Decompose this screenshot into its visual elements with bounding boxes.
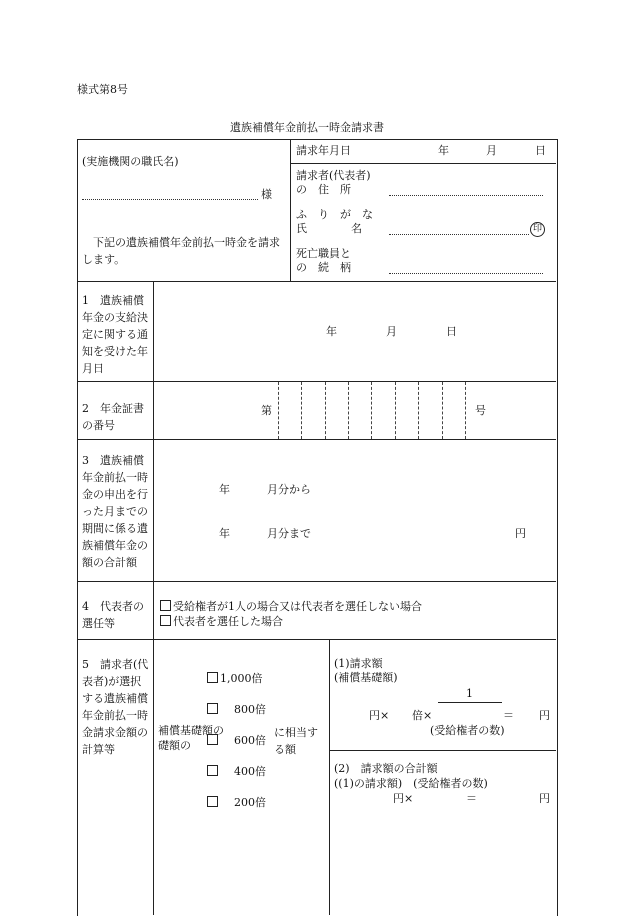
calc1-title: (1)請求額 [334,657,383,670]
calc1-multiple-times: 倍× [412,709,433,722]
calc2-equals: ＝ [466,792,477,805]
multiple-label: 800倍 [234,703,266,716]
request-month-label: 月 [486,144,497,157]
calc2-yen-times: 円× [393,792,414,805]
checkbox[interactable] [207,703,218,714]
multiple-option[interactable] [207,672,263,686]
base-amount-label-2: 礎額の [158,739,191,752]
name-field[interactable] [389,234,529,235]
digit-divider [371,382,372,439]
calc1-equals: ＝ [503,709,514,722]
request-day-label: 日 [535,144,546,157]
option-single-claimant[interactable] [160,600,422,614]
digit-divider [395,382,396,439]
fraction-bar [438,702,502,703]
row1-label: 1 遺族補償年金の支給決定に関する通知を受けた年月日 [82,294,148,375]
digit-divider [278,382,279,439]
agency-name-field[interactable] [82,199,258,200]
calc1-yen-times: 円× [369,709,390,722]
digit-divider [465,382,466,439]
calc1-numerator: 1 [466,687,473,700]
claimant-address-label: の 住 所 [296,183,351,196]
digit-divider [301,382,302,439]
equivalent-amount-label: に相当する額 [274,726,318,756]
row-divider [77,439,556,440]
checkbox[interactable] [207,765,218,776]
digit-divider [418,382,419,439]
request-date-label: 請求年月日 [296,144,351,157]
row1-month: 月 [386,325,397,338]
request-text: 下記の遺族補償年金前払一時金を請求します。 [82,236,280,266]
row4-label: 4 代表者の選任等 [82,600,144,630]
multiple-label: 400倍 [234,765,266,778]
agency-label: (実施機関の職氏名) [82,155,179,168]
sama-label: 様 [261,188,272,201]
multiple-label: 600倍 [234,734,266,747]
calc2-subtitle: ((1)の請求額) (受給権者の数) [334,777,488,790]
multiple-label: 200倍 [234,796,266,809]
multiple-label: 1,000倍 [220,672,263,685]
address-field[interactable] [389,195,543,196]
row3-yen: 円 [515,527,526,540]
calc2-title: (2) 請求額の合計額 [334,762,438,775]
row2-dai: 第 [261,404,272,417]
digit-divider [348,382,349,439]
date-row-divider [290,163,556,164]
relation-field[interactable] [389,273,543,274]
base-amount-label: 補償基礎額の [158,724,224,737]
row3-label: 3 遺族補償年金前払一時金の申出を行った月までの期間に係る遺族補償年金の額の合計額 [82,454,148,569]
form-title: 遺族補償年金前払一時金請求書 [230,121,384,134]
checkbox[interactable] [207,734,218,745]
relation-label: 死亡職員と [296,247,351,260]
row-divider [77,581,556,582]
multiple-option[interactable] [207,765,266,779]
request-year-label: 年 [438,144,449,157]
label-column-divider [153,281,154,915]
row-divider [77,381,556,382]
option-representative[interactable] [160,615,283,629]
row-divider [77,281,556,282]
checkbox[interactable] [160,600,171,611]
calc2-yen: 円 [539,792,550,805]
calc1-subtitle: (補償基礎額) [334,671,398,684]
row5-label: 5 請求者(代表者)が選択する遺族補償年金前払一時金請求金額の計算等 [82,658,149,756]
multiple-option[interactable] [207,796,266,810]
calc1-yen: 円 [539,709,550,722]
calc-column-divider [329,639,330,915]
row2-label: 2 年金証書の番号 [82,402,144,432]
name-label: 氏 名 [296,222,362,235]
row3-year-from: 年 [219,483,230,496]
calc-divider [329,750,556,751]
option-single-label: 受給権者が1人の場合又は代表者を選任しない場合 [173,600,422,613]
row3-from-label: 月分から [267,483,311,496]
multiple-option[interactable] [207,703,266,717]
relation-sub-label: の 続 柄 [296,261,351,274]
multiple-option[interactable] [207,734,266,748]
row3-to-label: 月分まで [267,527,311,540]
header-divider [290,139,291,281]
calc1-denominator: (受給権者の数) [430,724,505,737]
row-divider [77,639,556,640]
row2-go: 号 [475,404,486,417]
digit-divider [442,382,443,439]
furigana-label: ふ り が な [296,208,373,221]
seal-mark: 印 [530,222,545,237]
checkbox[interactable] [207,796,218,807]
digit-divider [325,382,326,439]
row3-year-to: 年 [219,527,230,540]
checkbox[interactable] [207,672,218,683]
option-representative-label: 代表者を選任した場合 [173,615,283,628]
claimant-label: 請求者(代表者) [296,169,371,182]
row1-day: 日 [446,325,457,338]
form-number: 様式第8号 [77,83,128,96]
row1-year: 年 [326,325,337,338]
checkbox[interactable] [160,615,171,626]
